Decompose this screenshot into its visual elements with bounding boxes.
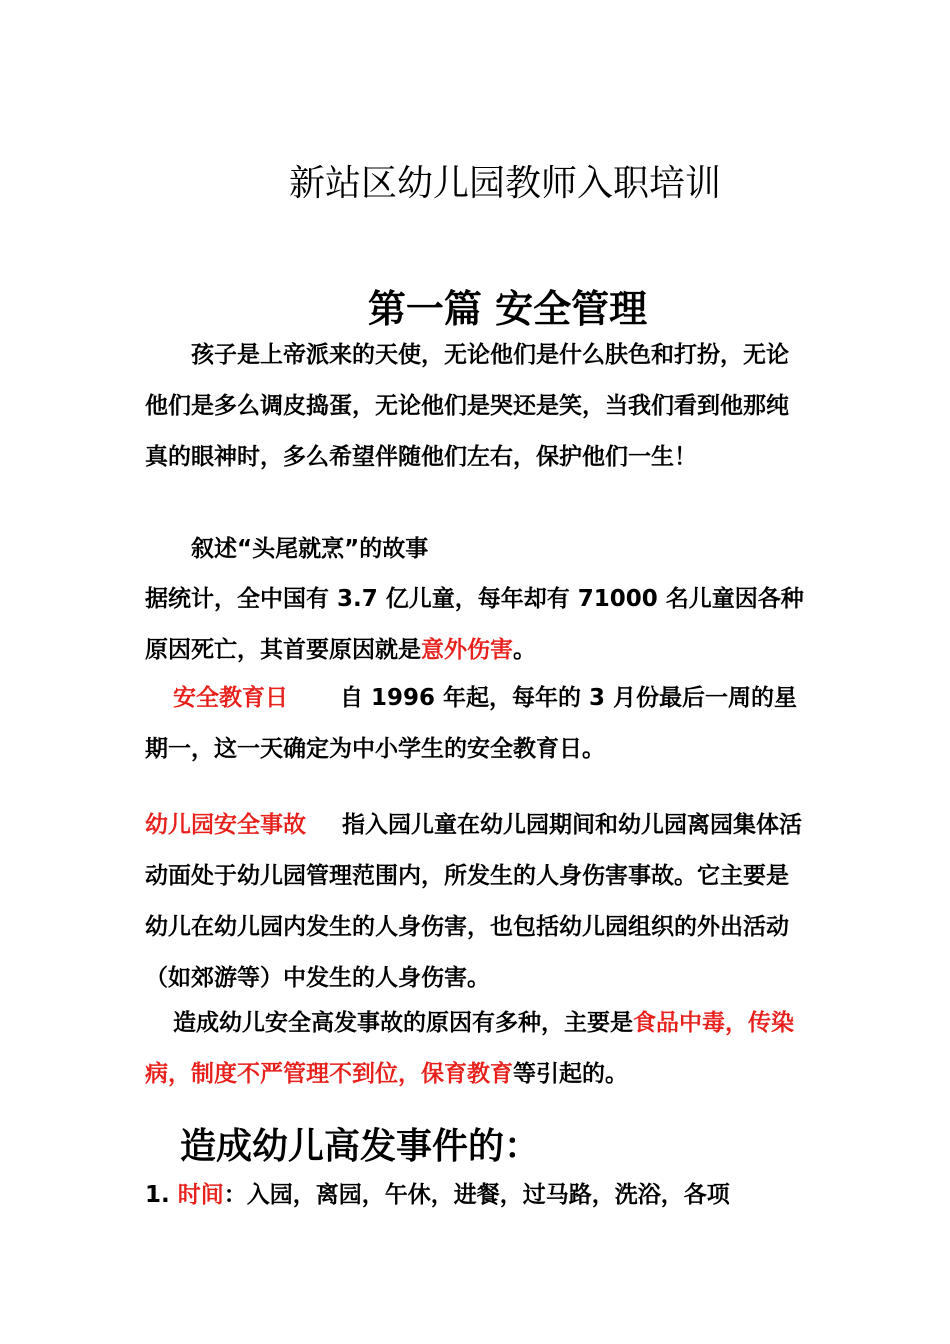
list-item: [145, 1170, 810, 1221]
part-title: 第一篇 安全管理: [367, 286, 648, 331]
causes-text: 造成幼儿安全高发事故的原因有多种，主要是: [173, 1010, 633, 1036]
document-title: 新站区幼儿园教师入职培训: [288, 163, 721, 204]
section-heading: 造成幼儿高发事件的：: [180, 1125, 541, 1167]
accident-text: 指入园儿童在幼儿园期间和幼儿园离园集体活动面处于幼儿园管理范围内，所发生的人身伤害事故。它主要是幼儿在幼儿园内发生的人身伤害，也包括幼儿园组织的外出活动（如郊游等）中发生的人身伤害。: [145, 812, 802, 991]
intro-paragraph: 孩子是上帝派来的天使，无论他们是什么肤色和打扮，无论他们是多么调皮捣蛋，无论他们是哭还是笑，当我们看到他那纯真的眼神时，多么希望伴随他们左右，保护他们一生！: [145, 342, 789, 470]
safety-day-paragraph: [145, 673, 810, 775]
stats-end: 。: [513, 637, 536, 663]
list-item-number: 1.: [145, 1182, 170, 1208]
safety-day-text: 自 1996 年起，每年的 3 月份最后一周的星期一，这一天确定为中小学生的安全教育日。: [145, 685, 798, 762]
causes-paragraph: [145, 998, 810, 1100]
causes-end: 等引起的。: [513, 1061, 628, 1087]
accident-paragraph: [145, 800, 810, 1004]
stats-highlight: 意外伤害: [421, 637, 513, 663]
stats-paragraph: [145, 574, 810, 676]
list-item-term: 时间: [177, 1182, 224, 1208]
stats-text: 据统计，全中国有 3.7 亿儿童，每年却有 71000 名儿童因各种原因死亡，其首要原因就是: [145, 586, 804, 663]
causes-highlight: 食品中毒，传染病，制度不严管理不到位，保育教育: [145, 1010, 794, 1087]
list-item-text: ：入园，离园，午休，进餐，过马路，洗浴，各项: [223, 1182, 730, 1208]
accident-term: 幼儿园安全事故: [145, 812, 306, 838]
safety-day-term: 安全教育日: [173, 685, 288, 711]
story-paragraph: 叙述“头尾就烹”的故事: [191, 536, 429, 562]
